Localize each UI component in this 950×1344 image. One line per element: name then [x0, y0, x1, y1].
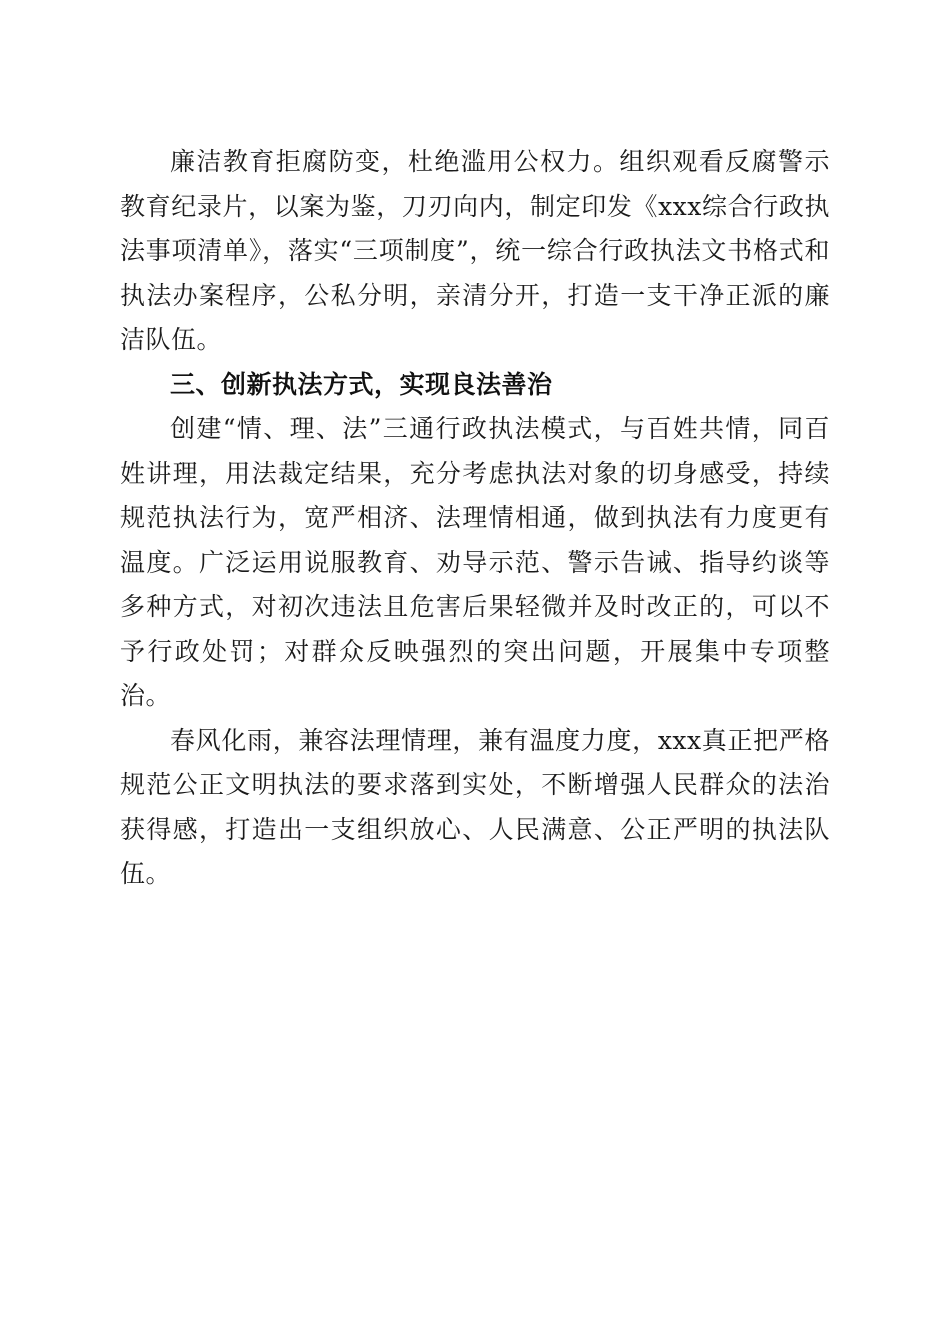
section-heading-innovative-enforcement: 三、创新执法方式，实现良法善治 — [170, 369, 553, 399]
document-body — [120, 140, 830, 897]
paragraph-conclusion: 春风化雨，兼容法理情理，兼有温度力度，xxx真正把严格规范公正文明执法的要求落到实处，不断增强人民群众的法治获得感，打造出一支组织放心、人民满意、公正严明的执法队伍。 — [120, 725, 830, 888]
paragraph-integrity-education: 廉洁教育拒腐防变，杜绝滥用公权力。组织观看反腐警示教育纪录片，以案为鉴，刀刃向内，制定印发《xxx综合行政执法事项清单》，落实“三项制度”，统一综合行政执法文书格式和执法办案程序，公私分明，亲清分开，打造一支干净正派的廉洁队伍。 — [120, 147, 830, 354]
paragraph-enforcement-model: 创建“情、理、法”三通行政执法模式，与百姓共情，同百姓讲理，用法裁定结果，充分考虑执法对象的切身感受，持续规范执法行为，宽严相济、法理情相通，做到执法有力度更有温度。广泛运用说服教育、劝导示范、警示告诫、指导约谈等多种方式，对初次违法且危害后果轻微并及时改正的，可以不予行政处罚；对群众反映强烈的突出问题，开展集中专项整治。 — [120, 414, 830, 710]
